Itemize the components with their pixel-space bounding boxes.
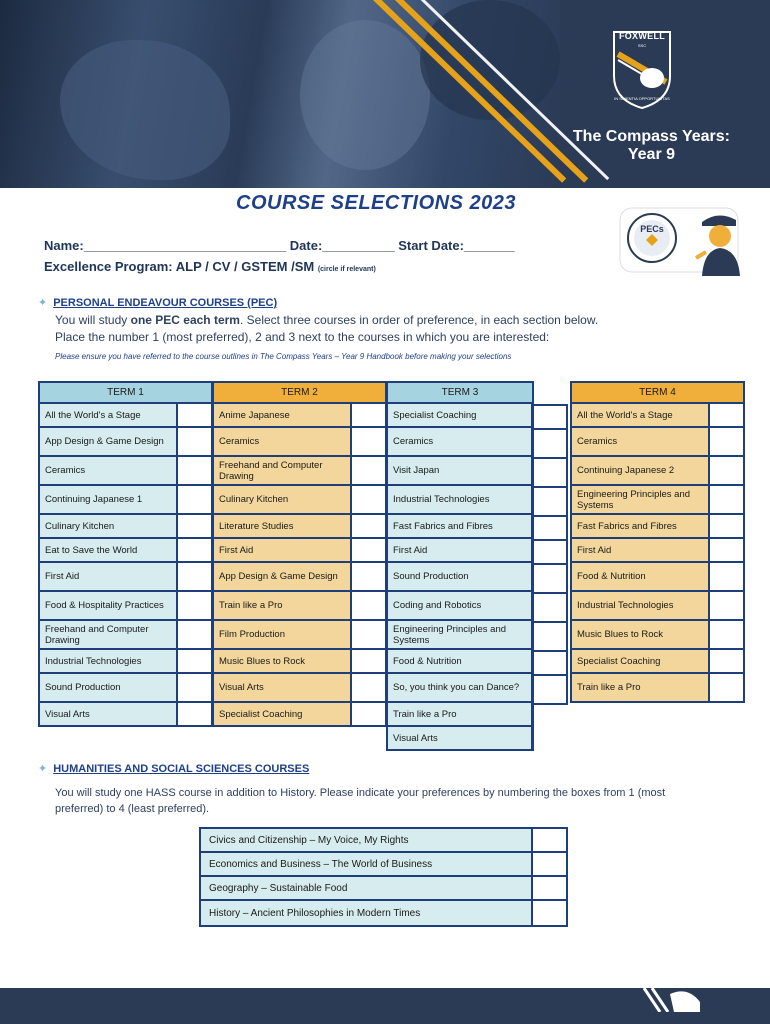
course-row (570, 650, 745, 674)
preference-box[interactable] (178, 457, 211, 484)
term-header: TERM 1 (38, 381, 213, 404)
course-name: Train like a Pro (214, 592, 352, 619)
preference-box[interactable] (532, 459, 568, 488)
preference-box[interactable] (532, 541, 568, 565)
preference-box[interactable] (532, 565, 568, 594)
preference-box[interactable] (352, 404, 385, 426)
course-name: Music Blues to Rock (214, 650, 352, 672)
course-row (212, 563, 387, 592)
preference-box[interactable] (352, 563, 385, 590)
course-row (386, 621, 534, 650)
term-1-table (38, 381, 213, 727)
course-row (38, 457, 213, 486)
course-row (386, 428, 534, 457)
course-row (212, 674, 387, 703)
preference-box[interactable] (532, 676, 568, 705)
course-name: Visit Japan (388, 457, 533, 484)
preference-box[interactable] (352, 592, 385, 619)
course-name: Culinary Kitchen (40, 515, 178, 537)
course-row (570, 563, 745, 592)
pec-illustration-icon (618, 204, 758, 276)
course-name: Ceramics (214, 428, 352, 455)
course-row (386, 457, 534, 486)
excellence-program-row[interactable] (44, 259, 376, 274)
hass-heading-text: HUMANITIES AND SOCIAL SCIENCES COURSES (53, 763, 310, 775)
course-name: Anime Japanese (214, 404, 352, 426)
course-name: First Aid (40, 563, 178, 590)
course-row (212, 428, 387, 457)
course-row (38, 703, 213, 727)
course-row (386, 563, 534, 592)
hass-heading (38, 762, 309, 775)
course-name: Freehand and Computer Drawing (40, 621, 178, 648)
course-name: Ceramics (388, 428, 533, 455)
course-row (38, 674, 213, 703)
hass-row (201, 901, 566, 925)
course-row (38, 563, 213, 592)
course-row (386, 727, 534, 751)
preference-box[interactable] (178, 428, 211, 455)
term-header: TERM 4 (570, 381, 745, 404)
course-name: Specialist Coaching (388, 404, 533, 426)
course-name: Sound Production (40, 674, 178, 701)
course-name: Freehand and Computer Drawing (214, 457, 352, 484)
preference-box[interactable] (352, 703, 385, 725)
preference-box[interactable] (532, 517, 568, 541)
preference-box[interactable] (710, 457, 743, 484)
course-row (212, 592, 387, 621)
preference-box[interactable] (178, 650, 211, 672)
preference-box[interactable] (178, 539, 211, 561)
preference-box[interactable] (352, 457, 385, 484)
preference-box[interactable] (352, 486, 385, 513)
preference-box[interactable] (710, 674, 743, 701)
hass-course-name: Civics and Citizenship – My Voice, My Rights (201, 829, 533, 851)
preference-box[interactable] (533, 853, 566, 875)
preference-box[interactable] (533, 829, 566, 851)
svg-text:PECs: PECs (640, 224, 664, 234)
hass-table (199, 827, 568, 927)
course-name: Literature Studies (214, 515, 352, 537)
hass-course-name: History – Ancient Philosophies in Modern Times (201, 901, 533, 925)
course-row (570, 486, 745, 515)
course-row (212, 486, 387, 515)
course-name: Culinary Kitchen (214, 486, 352, 513)
sparkle-icon: ✦ (38, 297, 48, 309)
course-row (212, 650, 387, 674)
term-3-table (386, 381, 534, 751)
banner-title (573, 128, 730, 164)
course-row (386, 703, 534, 727)
preference-box[interactable] (352, 539, 385, 561)
course-row (38, 539, 213, 563)
course-name: Fast Fabrics and Fibres (388, 515, 533, 537)
course-name: Film Production (214, 621, 352, 648)
crest-motto: IN SCIENTIA OPPORTUNITAS (614, 96, 670, 101)
pec-instructions-2: Place the number 1 (most preferred), 2 and 3 next to the courses in which you are interested: (55, 330, 550, 344)
course-row (38, 592, 213, 621)
course-row (38, 515, 213, 539)
course-name: Fast Fabrics and Fibres (572, 515, 710, 537)
page-title: COURSE SELECTIONS 2023 (236, 192, 516, 214)
course-name: Specialist Coaching (214, 703, 352, 725)
footer-logo-icon (640, 988, 700, 1012)
crest-sub: SSC (637, 43, 647, 48)
pec-note: Please ensure you have referred to the course outlines in The Compass Years – Year 9 Handbook before making your selections (55, 352, 512, 361)
course-name: Visual Arts (214, 674, 352, 701)
preference-box[interactable] (710, 404, 743, 426)
preference-box[interactable] (178, 404, 211, 426)
course-row (570, 674, 745, 703)
preference-box[interactable] (710, 486, 743, 513)
course-row (570, 592, 745, 621)
course-name: Food & Nutrition (388, 650, 533, 672)
preference-box[interactable] (710, 650, 743, 672)
hass-course-name: Economics and Business – The World of Business (201, 853, 533, 875)
hass-row (201, 829, 566, 853)
preference-box[interactable] (533, 901, 566, 925)
preference-box[interactable] (532, 652, 568, 676)
term-3-boxes (532, 404, 568, 705)
preference-box[interactable] (710, 563, 743, 590)
preference-box[interactable] (178, 592, 211, 619)
name-date-row[interactable]: Name:____________________________ Date:__________ Start Date:_______ (44, 238, 515, 253)
preference-box[interactable] (352, 428, 385, 455)
course-name: Ceramics (40, 457, 178, 484)
course-name: Eat to Save the World (40, 539, 178, 561)
preference-box[interactable] (710, 428, 743, 455)
course-name: So, you think you can Dance? (388, 674, 533, 701)
term-header: TERM 2 (212, 381, 387, 404)
preference-box[interactable] (178, 674, 211, 701)
course-name: Food & Nutrition (572, 563, 710, 590)
course-name: Continuing Japanese 2 (572, 457, 710, 484)
preference-box[interactable] (352, 621, 385, 648)
term-header: TERM 3 (386, 381, 534, 404)
course-row (212, 539, 387, 563)
excellence-note: (circle if relevant) (317, 266, 376, 273)
hass-instructions: You will study one HASS course in addition to History. Please indicate your preferences by numbering the boxes from 1 (most preferred) to 4 (least preferred). (55, 787, 666, 815)
preference-box[interactable] (178, 621, 211, 648)
course-row (38, 621, 213, 650)
course-name: Engineering Principles and Systems (572, 486, 710, 513)
preference-box[interactable] (532, 594, 568, 623)
course-name: Train like a Pro (572, 674, 710, 701)
banner-title-line2: Year 9 (627, 146, 676, 163)
pec-instructions: You will study one PEC each term. Select three courses in order of preference, in each section below. (55, 313, 599, 327)
banner-title-line1: The Compass Years: (572, 128, 730, 145)
course-row (38, 650, 213, 674)
preference-box[interactable] (178, 563, 211, 590)
course-row (570, 621, 745, 650)
course-row (386, 674, 534, 703)
course-row (38, 404, 213, 428)
course-row (212, 515, 387, 539)
course-name: First Aid (214, 539, 352, 561)
course-row (570, 515, 745, 539)
preference-box[interactable] (352, 674, 385, 701)
course-row (38, 428, 213, 457)
course-row (38, 486, 213, 515)
course-row (386, 404, 534, 428)
course-name: First Aid (572, 539, 710, 561)
preference-box[interactable] (178, 515, 211, 537)
course-name: Industrial Technologies (388, 486, 533, 513)
course-name: Industrial Technologies (40, 650, 178, 672)
course-row (212, 404, 387, 428)
course-row (386, 650, 534, 674)
preference-box[interactable] (532, 623, 568, 652)
course-row (386, 539, 534, 563)
course-name: App Design & Game Design (214, 563, 352, 590)
course-row (386, 486, 534, 515)
hass-row (201, 853, 566, 877)
course-row (212, 703, 387, 727)
preference-box[interactable] (532, 404, 568, 430)
preference-box[interactable] (533, 877, 566, 899)
hass-course-name: Geography – Sustainable Food (201, 877, 533, 899)
course-name: Train like a Pro (388, 703, 533, 725)
preference-box[interactable] (710, 592, 743, 619)
course-name: Coding and Robotics (388, 592, 533, 619)
pec-heading-text: PERSONAL ENDEAVOUR COURSES (PEC) (53, 297, 278, 309)
preference-box[interactable] (532, 488, 568, 517)
course-row (570, 428, 745, 457)
preference-box[interactable] (178, 486, 211, 513)
term-2-table (212, 381, 387, 727)
crest-name: FOXWELL (618, 31, 666, 41)
excellence-label: Excellence Program: ALP / CV / GSTEM /SM (44, 259, 315, 274)
course-name: Visual Arts (388, 727, 533, 749)
preference-box[interactable] (352, 650, 385, 672)
course-name: Music Blues to Rock (572, 621, 710, 648)
course-name: Ceramics (572, 428, 710, 455)
preference-box[interactable] (710, 621, 743, 648)
course-name: All the World's a Stage (572, 404, 710, 426)
course-name: Visual Arts (40, 703, 178, 725)
sparkle-icon: ✦ (38, 763, 48, 775)
course-row (386, 592, 534, 621)
course-name: Sound Production (388, 563, 533, 590)
course-row (386, 515, 534, 539)
preference-box[interactable] (710, 515, 743, 537)
pec-heading (38, 296, 277, 309)
course-row (212, 621, 387, 650)
course-name: Engineering Principles and Systems (388, 621, 533, 648)
preference-box[interactable] (178, 703, 211, 725)
course-name: All the World's a Stage (40, 404, 178, 426)
course-name: First Aid (388, 539, 533, 561)
preference-box[interactable] (710, 539, 743, 561)
course-name: Industrial Technologies (572, 592, 710, 619)
hass-row (201, 877, 566, 901)
preference-box[interactable] (352, 515, 385, 537)
course-name: Continuing Japanese 1 (40, 486, 178, 513)
course-row (570, 457, 745, 486)
course-row (212, 457, 387, 486)
course-name: App Design & Game Design (40, 428, 178, 455)
course-row (570, 404, 745, 428)
course-name: Specialist Coaching (572, 650, 710, 672)
course-row (570, 539, 745, 563)
term-4-table (570, 381, 745, 703)
course-name: Food & Hospitality Practices (40, 592, 178, 619)
preference-box[interactable] (532, 430, 568, 459)
